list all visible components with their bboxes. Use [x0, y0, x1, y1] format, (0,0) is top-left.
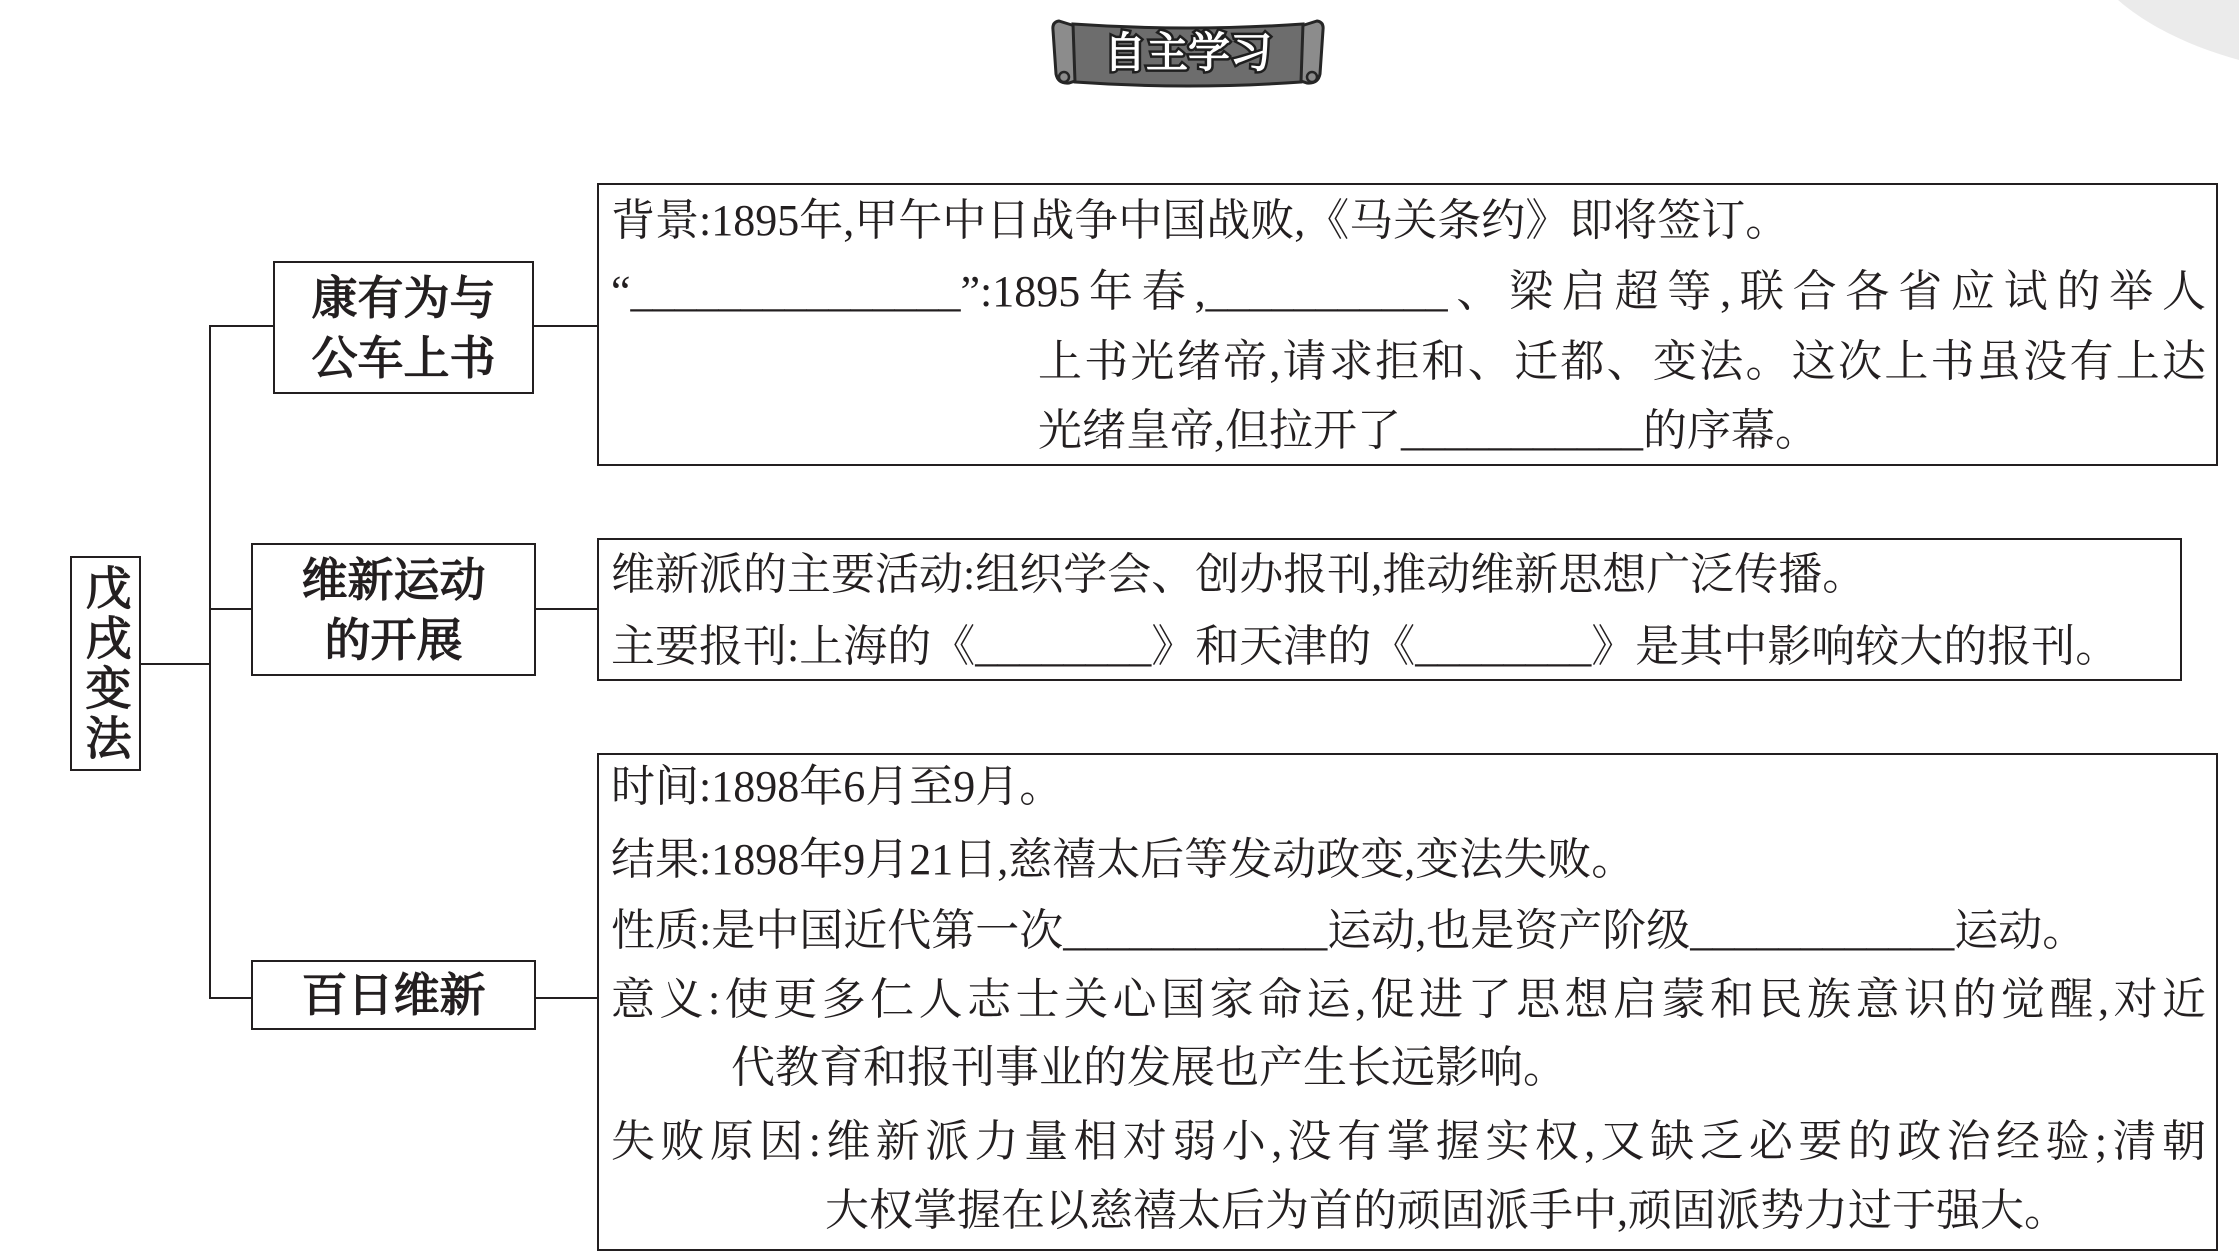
branch-label-line: 康有为与 [311, 270, 496, 325]
content-line-background: 背景:1895年,甲午中日战争中国战败,《马关条约》即将签订。 [611, 196, 1790, 245]
content-box-kang [597, 183, 2218, 466]
branch-label-line: 维新运动 [301, 552, 486, 607]
branch-label-line: 公车上书 [311, 330, 496, 385]
content-line-newspapers: 主要报刊:上海的《________》和天津的《________》是其中影响较大的报刊。 [611, 622, 2120, 671]
banner-right-scroll [1301, 21, 1323, 83]
banner-left-scroll [1053, 21, 1075, 83]
content-line-failure-reasons: 失败原因:维新派力量相对弱小,没有掌握实权,又缺乏必要的政治经验;清朝 [611, 1117, 2206, 1166]
banner-title: 自主学习 [1103, 28, 1273, 77]
content-box-movement [597, 538, 2182, 681]
branch-node-kang [273, 261, 534, 394]
section-banner [1043, 8, 1333, 96]
content-line-petition: “_______________”:1895年春,___________、梁启超等,联合各省应试的举人 [611, 267, 2206, 316]
branch-label-line: 的开展 [324, 612, 463, 667]
branch-label-line: 百日维新 [301, 968, 486, 1022]
content-box-hundred-days [597, 753, 2218, 1251]
branch-node-hundred-days [251, 960, 536, 1030]
content-line-result: 结果:1898年9月21日,慈禧太后等发动政变,变法失败。 [611, 835, 1636, 884]
content-line-petition-cont: 上书光绪帝,请求拒和、迁都、变法。这次上书虽没有上达 [1038, 337, 2206, 386]
content-line-petition-end: 光绪皇帝,但拉开了___________的序幕。 [1038, 406, 1819, 455]
content-line-significance: 意义:使更多仁人志士关心国家命运,促进了思想启蒙和民族意识的觉醒,对近 [611, 975, 2206, 1024]
content-line-significance-cont: 代教育和报刊事业的发展也产生长远影响。 [731, 1043, 1567, 1092]
content-line-time: 时间:1898年6月至9月。 [611, 762, 1064, 811]
content-line-failure-reasons-cont: 大权掌握在以慈禧太后为首的顽固派手中,顽固派势力过于强大。 [825, 1186, 2068, 1235]
content-line-activities: 维新派的主要活动:组织学会、创办报刊,推动维新思想广泛传播。 [611, 550, 1867, 599]
page-corner-decoration [2118, 0, 2239, 60]
branch-node-movement [251, 543, 536, 676]
content-line-nature: 性质:是中国近代第一次____________运动,也是资产阶级____________运动。 [611, 906, 2087, 955]
root-node [70, 556, 141, 771]
root-title: 戊戌变法 [78, 563, 133, 764]
